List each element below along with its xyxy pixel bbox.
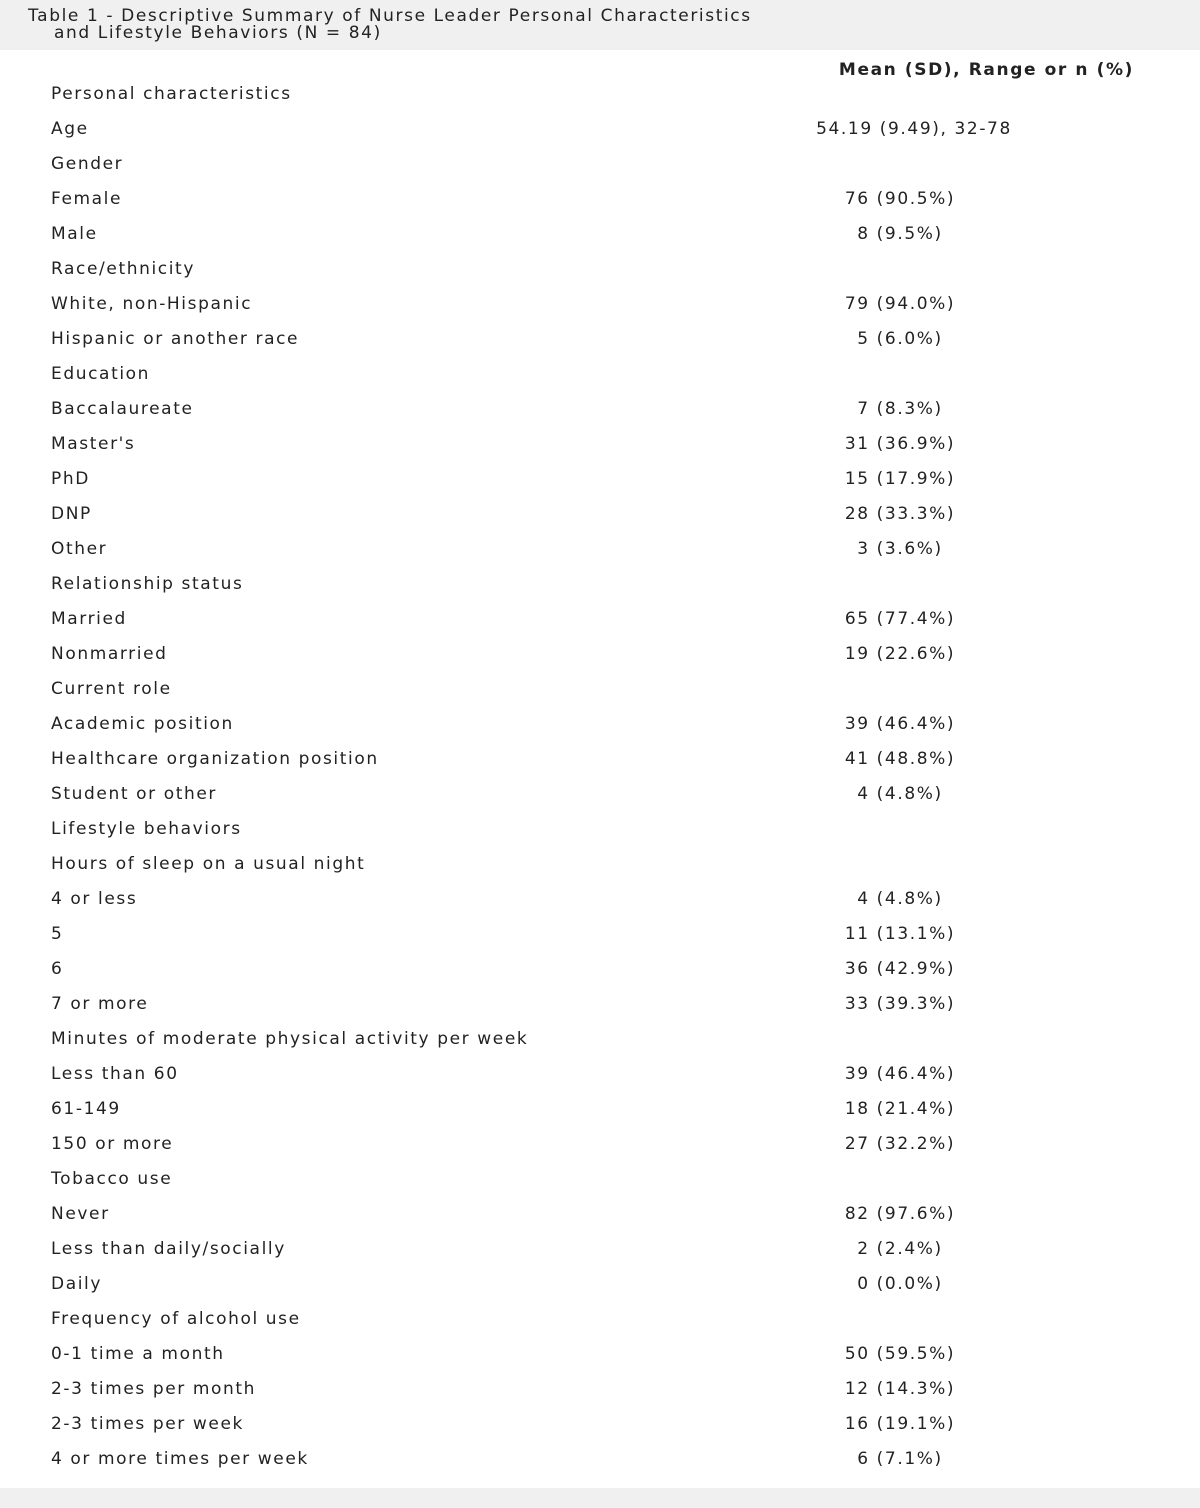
row-value: 7 (8.3%): [857, 399, 943, 419]
table-row: [0, 706, 1200, 741]
row-label: Healthcare organization position: [51, 749, 379, 769]
table-row: [0, 1126, 1200, 1161]
row-value: 65 (77.4%): [844, 609, 956, 629]
row-label: DNP: [51, 504, 92, 524]
row-label: Minutes of moderate physical activity per week: [51, 1029, 529, 1049]
table-row: [0, 391, 1200, 426]
row-label: PhD: [51, 469, 90, 489]
row-value: 31 (36.9%): [844, 434, 956, 454]
table-row: [0, 916, 1200, 951]
row-value: 12 (14.3%): [844, 1379, 956, 1399]
row-label: Never: [51, 1204, 110, 1224]
row-label: Daily: [51, 1274, 103, 1294]
row-label: White, non-Hispanic: [51, 294, 253, 314]
row-value: 76 (90.5%): [844, 189, 956, 209]
table-row: [0, 216, 1200, 251]
row-value: 36 (42.9%): [844, 959, 956, 979]
row-label: 4 or less: [51, 889, 138, 909]
row-label: Student or other: [51, 784, 218, 804]
table-row: [0, 1091, 1200, 1126]
table-row: [0, 531, 1200, 566]
row-label: Female: [51, 189, 123, 209]
table-row: [0, 1406, 1200, 1441]
row-label: Nonmarried: [51, 644, 168, 664]
row-value: 28 (33.3%): [844, 504, 956, 524]
row-label: Other: [51, 539, 108, 559]
table-row: [0, 986, 1200, 1021]
table-row: [0, 1371, 1200, 1406]
table-row: [0, 181, 1200, 216]
row-label: 2-3 times per week: [51, 1414, 244, 1434]
table-row: [0, 1441, 1200, 1476]
row-value: 39 (46.4%): [844, 714, 956, 734]
row-value: 2 (2.4%): [857, 1239, 943, 1259]
row-label: Less than daily/socially: [51, 1239, 286, 1259]
row-value: 11 (13.1%): [844, 924, 956, 944]
table-row: [0, 356, 1200, 391]
table-row: [0, 251, 1200, 286]
table-row: [0, 881, 1200, 916]
row-value: 50 (59.5%): [844, 1344, 956, 1364]
table-row: [0, 846, 1200, 881]
row-label: 2-3 times per month: [51, 1379, 257, 1399]
row-label: Current role: [51, 679, 172, 699]
table-row: [0, 496, 1200, 531]
row-value: 4 (4.8%): [857, 784, 943, 804]
table-row: [0, 111, 1200, 146]
caption-line-1: Table 1 - Descriptive Summary of Nurse Leader Personal Characteristics: [28, 6, 752, 26]
row-label: 6: [51, 959, 64, 979]
table-row: [0, 321, 1200, 356]
table-row: [0, 1196, 1200, 1231]
row-value: 79 (94.0%): [844, 294, 956, 314]
row-value: 41 (48.8%): [844, 749, 956, 769]
table-body: [0, 76, 1200, 1476]
table-row: [0, 1021, 1200, 1056]
row-label: 150 or more: [51, 1134, 174, 1154]
table-row: [0, 1161, 1200, 1196]
table-row: [0, 566, 1200, 601]
row-value: 0 (0.0%): [857, 1274, 943, 1294]
row-value: 39 (46.4%): [844, 1064, 956, 1084]
row-label: Less than 60: [51, 1064, 179, 1084]
row-label: Hours of sleep on a usual night: [51, 854, 366, 874]
row-value: 6 (7.1%): [857, 1449, 943, 1469]
table-row: [0, 76, 1200, 111]
row-label: Relationship status: [51, 574, 244, 594]
row-label: Tobacco use: [51, 1169, 173, 1189]
row-label: 0-1 time a month: [51, 1344, 225, 1364]
row-label: Education: [51, 364, 151, 384]
row-label: Personal characteristics: [51, 84, 292, 104]
row-value: 8 (9.5%): [857, 224, 943, 244]
row-value: 16 (19.1%): [844, 1414, 956, 1434]
row-label: 4 or more times per week: [51, 1449, 309, 1469]
table-row: [0, 601, 1200, 636]
row-label: Married: [51, 609, 127, 629]
row-value: 82 (97.6%): [844, 1204, 956, 1224]
row-label: Gender: [51, 154, 124, 174]
row-label: Age: [51, 119, 89, 139]
row-label: Male: [51, 224, 98, 244]
caption-line-2: and Lifestyle Behaviors (N = 84): [54, 23, 382, 43]
row-value: 5 (6.0%): [857, 329, 943, 349]
table-caption: [28, 8, 1178, 42]
row-label: Lifestyle behaviors: [51, 819, 242, 839]
footer-bar: [0, 1488, 1200, 1508]
table-row: [0, 776, 1200, 811]
row-label: Academic position: [51, 714, 234, 734]
table-row: [0, 741, 1200, 776]
row-label: 61-149: [51, 1099, 121, 1119]
row-label: Baccalaureate: [51, 399, 194, 419]
row-label: 7 or more: [51, 994, 149, 1014]
row-value: 4 (4.8%): [857, 889, 943, 909]
table-row: [0, 1231, 1200, 1266]
row-label: Race/ethnicity: [51, 259, 195, 279]
table-row: [0, 671, 1200, 706]
table-row: [0, 636, 1200, 671]
table-row: [0, 1056, 1200, 1091]
table-row: [0, 811, 1200, 846]
row-value: 27 (32.2%): [844, 1134, 956, 1154]
table-row: [0, 286, 1200, 321]
table-row: [0, 146, 1200, 181]
value-column-header: Mean (SD), Range or n (%): [838, 60, 1134, 80]
row-value: 3 (3.6%): [857, 539, 943, 559]
row-value: 54.19 (9.49), 32-78: [816, 119, 1012, 139]
table-row: [0, 1266, 1200, 1301]
row-label: Master's: [51, 434, 136, 454]
table-row: [0, 1301, 1200, 1336]
row-label: Hispanic or another race: [51, 329, 300, 349]
table-row: [0, 951, 1200, 986]
row-value: 18 (21.4%): [844, 1099, 956, 1119]
row-label: Frequency of alcohol use: [51, 1309, 301, 1329]
row-value: 15 (17.9%): [844, 469, 956, 489]
table-row: [0, 461, 1200, 496]
table-row: [0, 1336, 1200, 1371]
row-label: 5: [51, 924, 64, 944]
row-value: 19 (22.6%): [844, 644, 956, 664]
row-value: 33 (39.3%): [844, 994, 956, 1014]
table-row: [0, 426, 1200, 461]
